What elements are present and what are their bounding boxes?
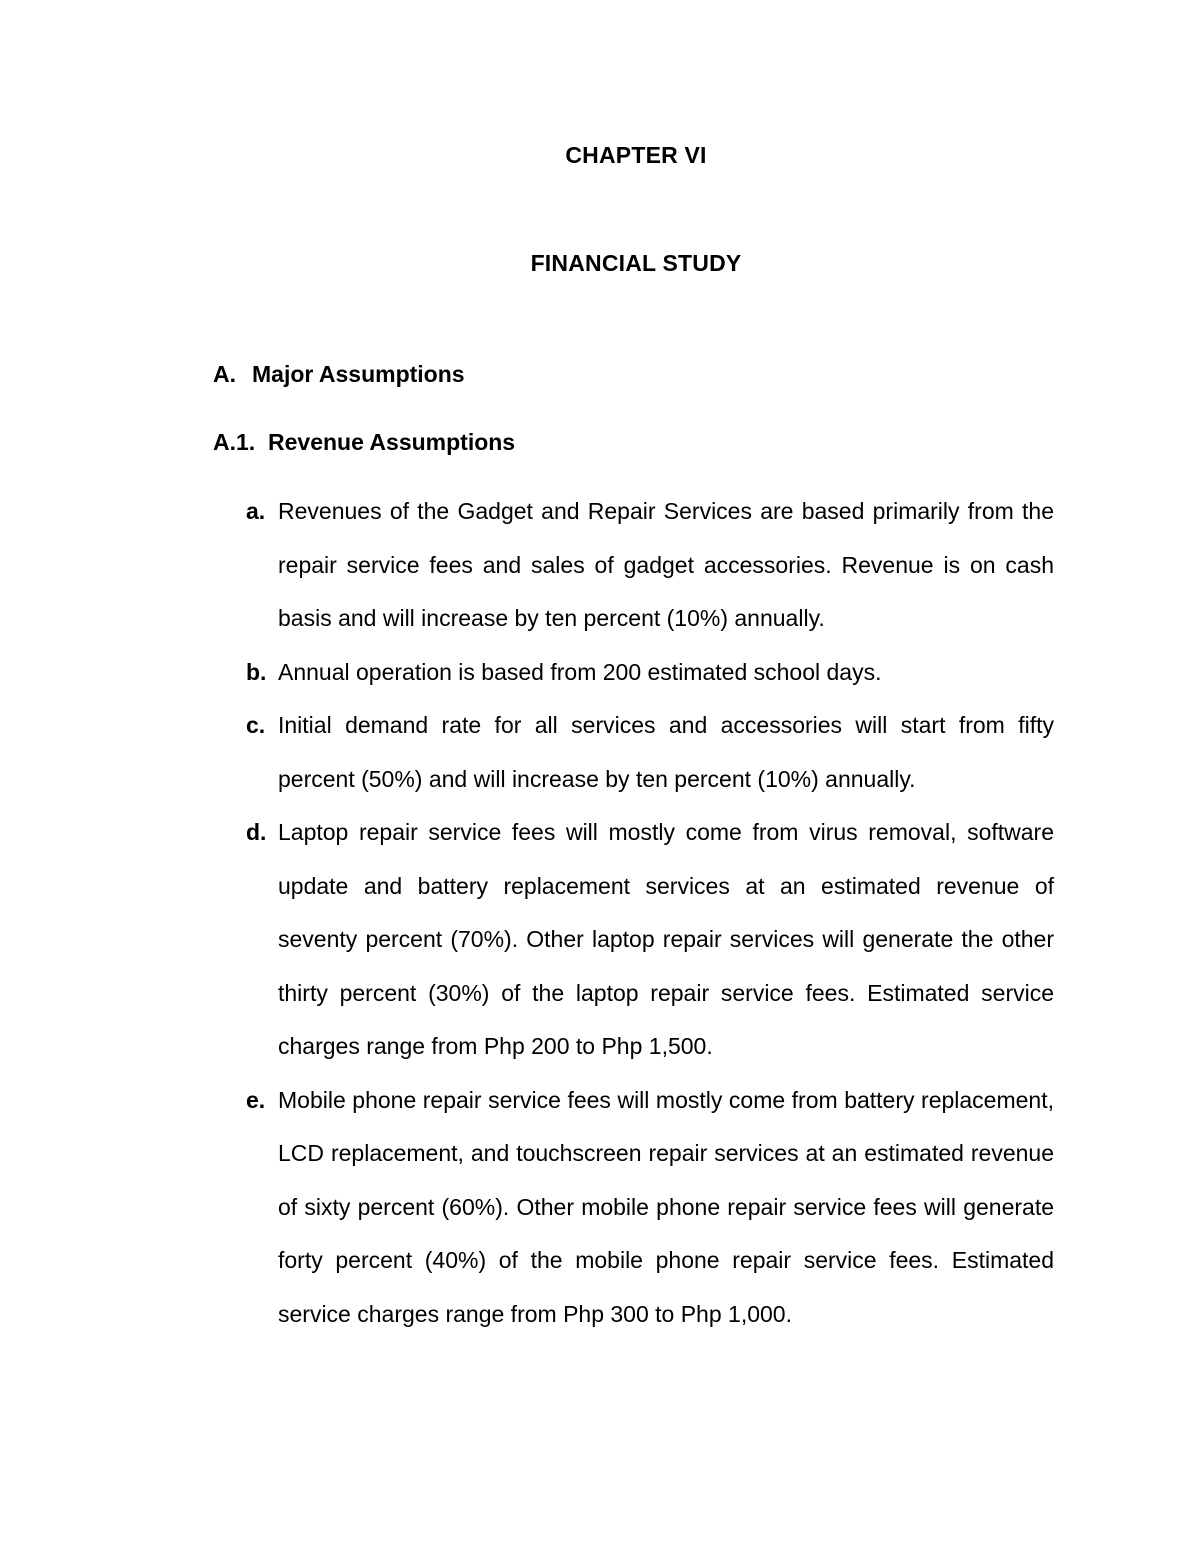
document-title: FINANCIAL STUDY <box>530 250 742 276</box>
list-item-text: Revenues of the Gadget and Repair Services are based primarily from the repair service fees and sales of gadget accessories. Revenue is on cash basis and will increase by ten percent (10%) annually. <box>278 498 1054 631</box>
chapter-heading: CHAPTER VI <box>565 142 707 168</box>
list-item-text: Annual operation is based from 200 estimated school days. <box>278 658 882 685</box>
list-item-letter: a. <box>246 498 266 524</box>
list-item-letter: c. <box>246 712 266 738</box>
subsection-label: A.1. <box>213 429 256 455</box>
list-item-a <box>246 485 1054 646</box>
section-label: A. <box>213 361 236 387</box>
list-item-c <box>246 699 1054 806</box>
list-item-text: Laptop repair service fees will mostly come from virus removal, software update and battery replacement services at an estimated revenue of seventy percent (70%). Other laptop repair services will generate the other thirty percent (30%) of the laptop repair service fees. Estimated service charges range from Php 200 to Php 1,500. <box>278 819 1054 1059</box>
subsection-title-text: Revenue Assumptions <box>268 429 516 455</box>
list-item-letter: b. <box>246 658 267 685</box>
list-item-d <box>246 806 1054 1074</box>
section-heading-major-assumptions <box>213 361 465 388</box>
list-item-e <box>246 1074 1054 1342</box>
section-title-text: Major Assumptions <box>252 361 465 387</box>
list-item-letter: e. <box>246 1086 266 1113</box>
list-item-text: Mobile phone repair service fees will mostly come from battery replacement, LCD replacement, and touchscreen repair services at an estimated revenue of sixty percent (60%). Other mobile phone repair service fees will generate forty percent (40%) of the mobile phone repair service fees. Estimated service charges range from Php 300 to Php 1,000. <box>278 1086 1054 1327</box>
list-item-text: Initial demand rate for all services and accessories will start from fifty percent (50%) and will increase by ten percent (10%) annually. <box>278 712 1054 792</box>
list-item-letter: d. <box>246 819 267 845</box>
assumption-list <box>246 485 1054 1341</box>
subsection-heading-revenue-assumptions <box>213 429 515 456</box>
list-item-b <box>246 646 1054 700</box>
